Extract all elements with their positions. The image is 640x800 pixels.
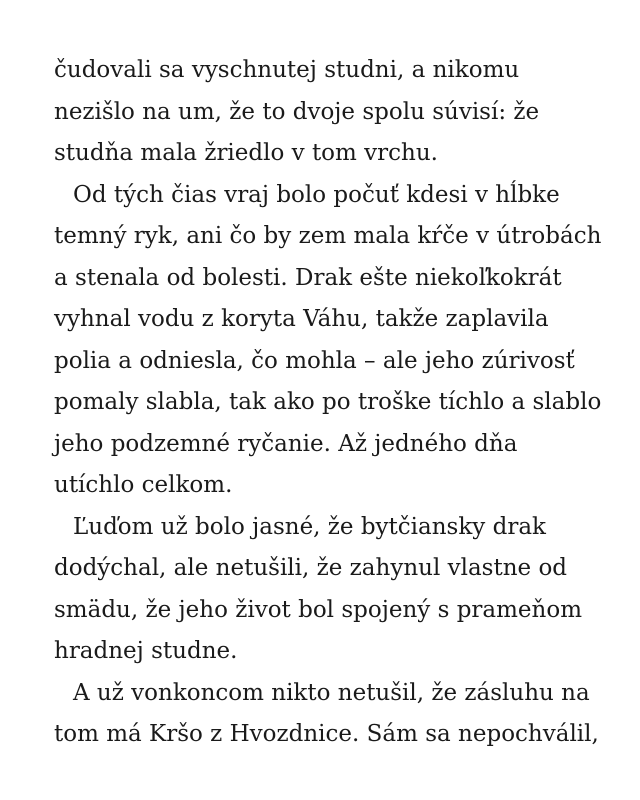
text-line: čudovali sa vyschnutej studni, a nikomu [54,57,520,83]
text-line: vyhnal vodu z koryta Váhu, takže zaplavila [54,306,549,332]
text-line: utíchlo celkom. [54,472,233,498]
paragraph-start-line: Od tých čias vraj bolo počuť kdesi v hĺbke [73,181,560,208]
body-text [54,50,614,756]
text-line: polia a odniesla, čo mohla – ale jeho zúrivosť [54,347,575,374]
paragraph-start-line: Ľuďom už bolo jasné, že bytčiansky drak [73,513,546,540]
text-line: smädu, že jeho život bol spojený s prameňom [54,596,583,623]
text-line: hradnej studne. [54,638,238,664]
text-line: dodýchal, ale netušili, že zahynul vlastne od [54,555,568,581]
text-line: a stenala od bolesti. Drak ešte niekoľkokrát [54,264,562,291]
text-line: pomaly slabla, tak ako po troške tíchlo a slablo [54,389,602,415]
text-line: jeho podzemné ryčanie. Až jedného dňa [54,430,518,457]
text-line: studňa mala žriedlo v tom vrchu. [54,140,438,166]
text-line: temný ryk, ani čo by zem mala kŕče v útrobách [54,223,602,249]
text-line: nezišlo na um, že to dvoje spolu súvisí: že [54,98,540,125]
text-line: tom má Kršo z Hvozdnice. Sám sa nepochválil, [54,721,599,747]
paragraph-start-line: A už vonkoncom nikto netušil, že zásluhu na [73,679,590,706]
